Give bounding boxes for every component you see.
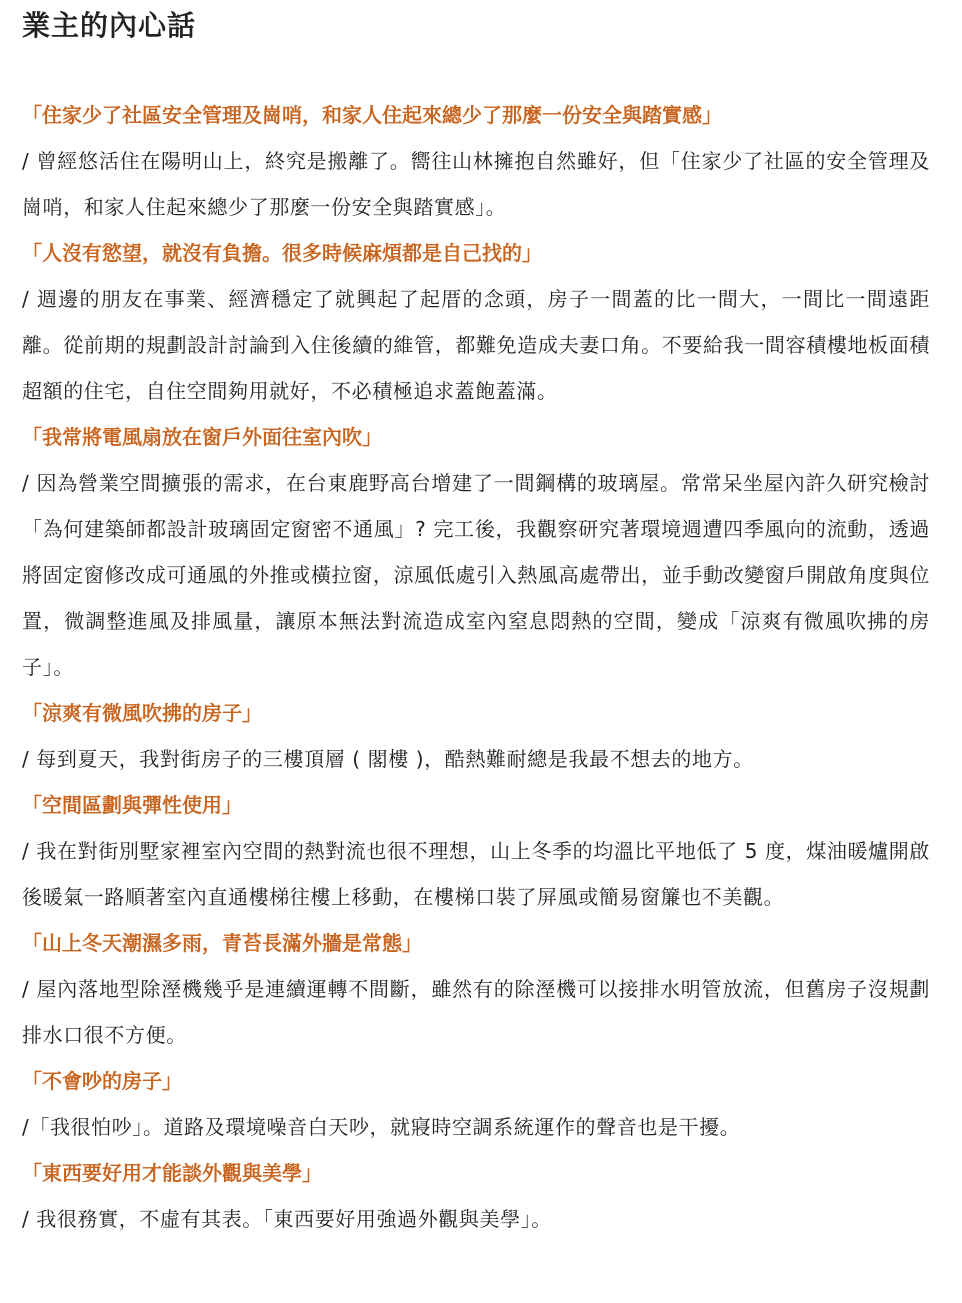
section-quote-heading: 「涼爽有微風吹拂的房子」: [22, 701, 262, 725]
section-paragraph: / 每到夏天，我對街房子的三樓頂層 ( 閣樓 )，酷熱難耐總是我最不想去的地方。: [22, 747, 754, 771]
section-quote-heading: 「空間區劃與彈性使用」: [22, 793, 242, 817]
section-paragraph: /「我很怕吵」。道路及環境噪音白天吵，就寢時空調系統運作的聲音也是干擾。: [22, 1115, 741, 1139]
section-quote-heading: 「不會吵的房子」: [22, 1069, 182, 1093]
section-paragraph: / 曾經悠活住在陽明山上，終究是搬離了。嚮往山林擁抱自然雖好，但「住家少了社區的安全管理及崗哨，和家人住起來總少了那麼一份安全與踏實感」。: [22, 149, 930, 219]
section-paragraph: / 屋內落地型除溼機幾乎是連續運轉不間斷，雖然有的除溼機可以接排水明管放流，但舊房子沒規劃排水口很不方便。: [22, 977, 930, 1047]
section-quote-heading: 「住家少了社區安全管理及崗哨，和家人住起來總少了那麼一份安全與踏實感」: [22, 103, 722, 127]
section-quote-heading: 「我常將電風扇放在窗戶外面往室內吹」: [22, 425, 382, 449]
page-title: 業主的內心話: [22, 9, 197, 42]
section-paragraph: / 我很務實，不虛有其表。「東西要好用強過外觀與美學」。: [22, 1207, 552, 1231]
section-quote-heading: 「山上冬天潮濕多雨，青苔長滿外牆是常態」: [22, 931, 422, 955]
section-quote-heading: 「人沒有慾望，就沒有負擔。很多時候麻煩都是自己找的」: [22, 241, 542, 265]
section-quote-heading: 「東西要好用才能談外觀與美學」: [22, 1161, 322, 1185]
section-paragraph: / 週邊的朋友在事業、經濟穩定了就興起了起厝的念頭，房子一間蓋的比一間大，一間比一間遠距離。從前期的規劃設計討論到入住後續的維管，都難免造成夫妻口角。不要給我一間容積樓地板面積超額的住宅，自住空間夠用就好，不必積極追求蓋飽蓋滿。: [22, 287, 930, 403]
article-content: [22, 92, 930, 1242]
section-paragraph: / 因為營業空間擴張的需求，在台東鹿野高台增建了一間鋼構的玻璃屋。常常呆坐屋內許久研究檢討「為何建築師都設計玻璃固定窗密不通風」? 完工後，我觀察研究著環境週遭四季風向的流動，透過將固定窗修改成可通風的外推或橫拉窗，涼風低處引入熱風高處帶出，並手動改變窗戶開啟角度與位置，微調整進風及排風量，讓原本無法對流造成室內窒息悶熱的空間，變成「涼爽有微風吹拂的房子」。: [22, 471, 930, 679]
section-paragraph: / 我在對街別墅家裡室內空間的熱對流也很不理想，山上冬季的均溫比平地低了 5 度，煤油暖爐開啟後暖氣一路順著室內直通樓梯往樓上移動，在樓梯口裝了屏風或簡易窗簾也不美觀。: [22, 839, 930, 909]
